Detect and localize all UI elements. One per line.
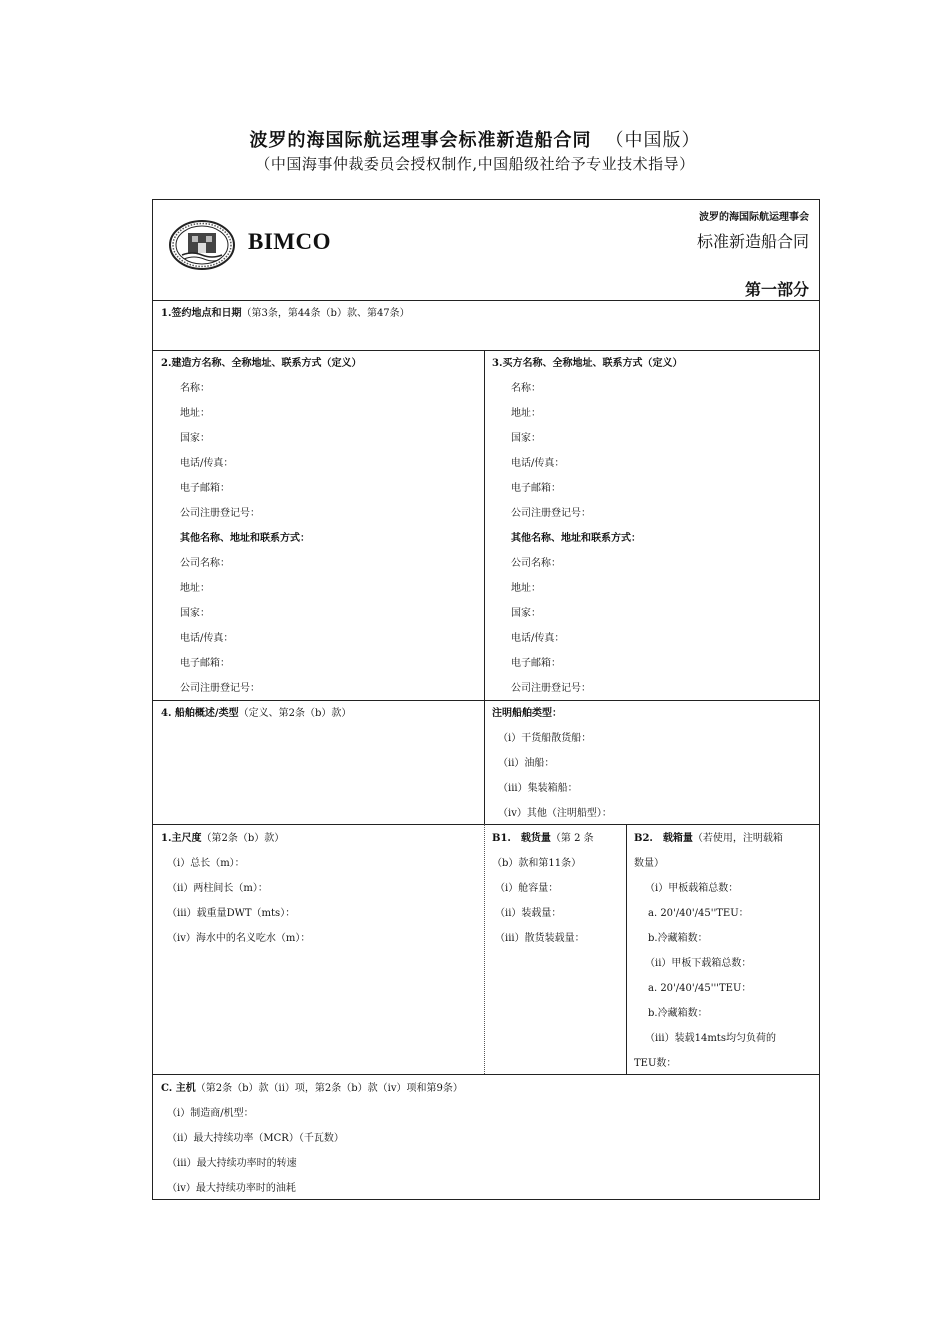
engine-item: （iv）最大持续功率时的油耗 (167, 1183, 296, 1194)
divider (153, 300, 820, 301)
builder-field: 公司注册登记号： (180, 508, 260, 519)
container-capacity-line: a. 20'/40'/45'''TEU： (648, 983, 752, 994)
title-text: 波罗的海国际航运理事会标准新造船合同 (249, 130, 592, 151)
builder-other-field: 电子邮箱： (180, 658, 230, 669)
main-dimensions-label: 1.主尺度 (161, 833, 202, 844)
container-capacity (634, 833, 783, 845)
form-name: 标准新造船合同 (696, 232, 809, 251)
bimco-seal-icon (168, 219, 236, 271)
column-divider (626, 824, 627, 1074)
part-heading: 第一部分 (744, 280, 809, 299)
builder-other-heading: 其他名称、地址和联系方式： (180, 533, 310, 544)
dimension-item: （iv）海水中的名义吃水（m）： (167, 933, 311, 944)
container-capacity-line: TEU数： (634, 1058, 677, 1069)
vessel-type-item: （iii）集装箱船： (498, 783, 578, 794)
buyer-other-field: 公司注册登记号： (511, 683, 591, 694)
vessel-description (161, 708, 351, 720)
buyer-field: 电子邮箱： (511, 483, 561, 494)
dimension-item: （i）总长（m）： (167, 858, 245, 869)
builder-field: 地址： (180, 408, 210, 419)
cargo-capacity-ref: （第 2 条 (550, 833, 594, 844)
main-engine-label: C. 主机 (161, 1083, 196, 1094)
cargo-capacity-item: （iii）散货装载量： (495, 933, 585, 944)
divider (153, 1074, 820, 1075)
buyer-other-field: 电话/传真： (511, 633, 565, 644)
builder-field: 国家： (180, 433, 210, 444)
vessel-type-heading: 注明船舶类型： (492, 708, 562, 719)
cargo-capacity-item: （i）舱容量： (495, 883, 559, 894)
engine-item: （iii）最大持续功率时的转速 (167, 1158, 297, 1169)
builder-other-field: 公司注册登记号： (180, 683, 260, 694)
builder-other-field: 公司名称： (180, 558, 230, 569)
buyer-field: 国家： (511, 433, 541, 444)
vessel-type-item: （ii）油船： (498, 758, 555, 769)
vessel-description-label: 4. 船舶概述/类型 (161, 708, 239, 719)
container-capacity-ref-cont: 数量） (634, 858, 664, 869)
engine-item: （ii）最大持续功率（MCR）（千瓦数） (167, 1133, 344, 1144)
container-capacity-ref: （若使用，注明载箱 (692, 833, 783, 844)
document-title (0, 126, 950, 152)
edition-label: （中国版） (605, 130, 701, 151)
divider (153, 350, 820, 351)
cargo-capacity-ref-cont: （b）款和第11条） (492, 858, 582, 869)
container-capacity-line: （ii）甲板下载箱总数： (645, 958, 752, 969)
builder-other-field: 国家： (180, 608, 210, 619)
buyer-field: 电话/传真： (511, 458, 565, 469)
container-capacity-line: b.冷藏箱数： (648, 1008, 708, 1019)
container-capacity-line: （iii）装载14mts均匀负荷的 (645, 1033, 776, 1044)
container-capacity-line: a. 20'/40'/45''TEU： (648, 908, 749, 919)
organization-name: 波罗的海国际航运理事会 (699, 212, 809, 223)
signing-place-date-ref: （第3条，第44条（b）款、第47条） (241, 308, 410, 319)
dimension-item: （iii）载重量DWT（mts）： (167, 908, 296, 919)
buyer-other-field: 国家： (511, 608, 541, 619)
cargo-capacity (492, 833, 594, 845)
container-capacity-line: b.冷藏箱数： (648, 933, 708, 944)
vessel-type-item: （i）干货船散货船： (498, 733, 592, 744)
buyer-heading: 3.买方名称、全称地址、联系方式（定义） (492, 358, 683, 369)
buyer-other-field: 电子邮箱： (511, 658, 561, 669)
contract-form (152, 199, 820, 1200)
vessel-type-item: （iv）其他（注明船型）： (498, 808, 612, 819)
buyer-field: 公司注册登记号： (511, 508, 591, 519)
column-divider (484, 824, 485, 1074)
builder-heading: 2.建造方名称、全称地址、联系方式（定义） (161, 358, 362, 369)
engine-item: （i）制造商/机型： (167, 1108, 254, 1119)
builder-other-field: 电话/传真： (180, 633, 234, 644)
main-engine-ref: （第2条（b）款（ii）项，第2条（b）款（iv）项和第9条） (195, 1083, 463, 1094)
divider (153, 700, 820, 701)
column-divider (484, 700, 485, 824)
vessel-description-ref: （定义、第2条（b）款） (238, 708, 352, 719)
document-subtitle: （中国海事仲裁委员会授权制作,中国船级社给予专业技术指导） (255, 155, 695, 173)
container-capacity-label: B2. 载箱量 (634, 833, 693, 844)
main-dimensions (161, 833, 284, 845)
main-engine (161, 1083, 463, 1095)
builder-field: 名称： (180, 383, 210, 394)
signing-place-date-label: 1.签约地点和日期 (161, 308, 242, 319)
dimension-item: （ii）两柱间长（m）： (167, 883, 268, 894)
signing-place-date (161, 308, 410, 320)
buyer-other-field: 地址： (511, 583, 541, 594)
column-divider (484, 350, 485, 700)
buyer-field: 地址： (511, 408, 541, 419)
builder-field: 电话/传真： (180, 458, 234, 469)
bimco-logo-text: BIMCO (248, 229, 331, 254)
main-dimensions-ref: （第2条（b）款） (201, 833, 285, 844)
buyer-field: 名称： (511, 383, 541, 394)
builder-field: 电子邮箱： (180, 483, 230, 494)
buyer-other-heading: 其他名称、地址和联系方式： (511, 533, 641, 544)
divider (153, 824, 820, 825)
container-capacity-line: （i）甲板载箱总数： (645, 883, 739, 894)
builder-other-field: 地址： (180, 583, 210, 594)
buyer-other-field: 公司名称： (511, 558, 561, 569)
cargo-capacity-item: （ii）装载量： (495, 908, 562, 919)
cargo-capacity-label: B1. 载货量 (492, 833, 551, 844)
